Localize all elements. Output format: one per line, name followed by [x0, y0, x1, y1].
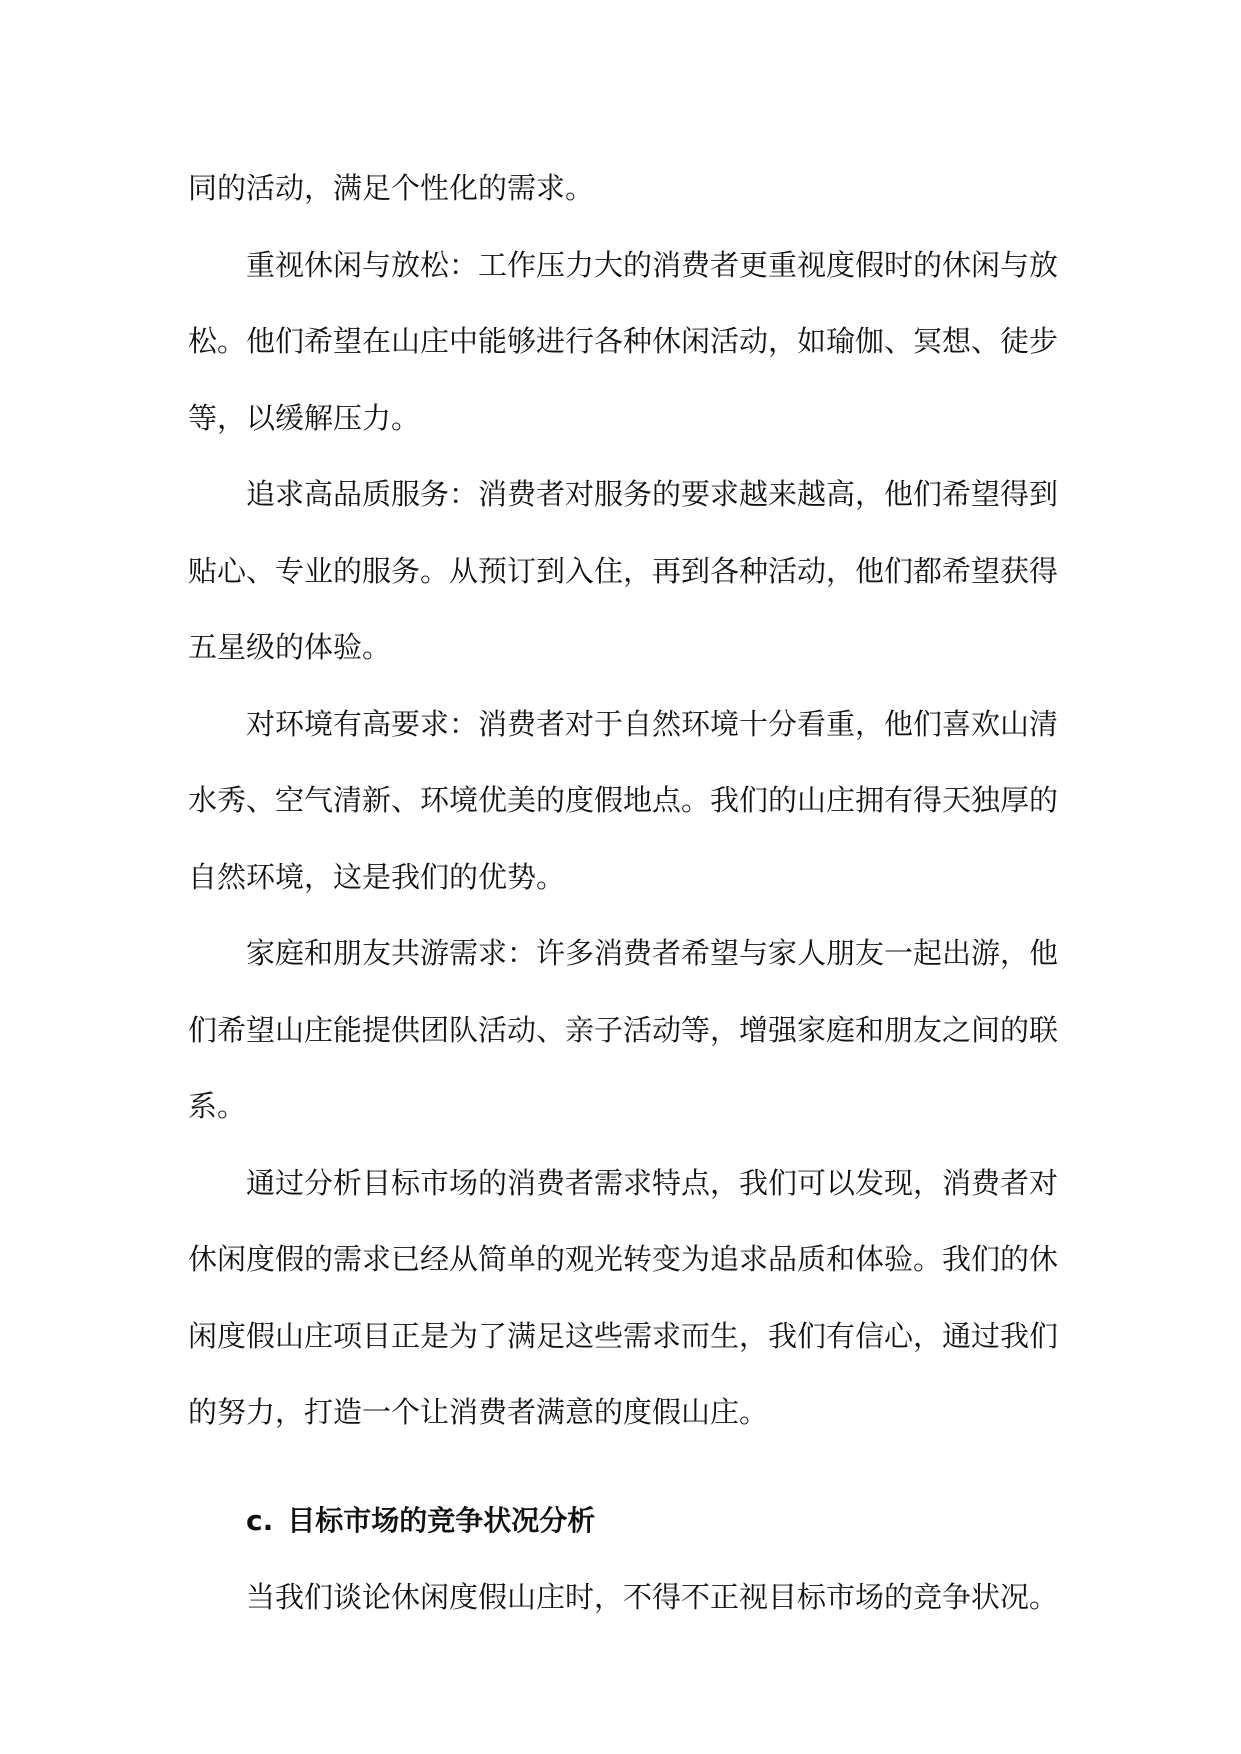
document-body	[188, 150, 1058, 1636]
paragraph-high-quality-service: 追求高品质服务：消费者对服务的要求越来越高，他们希望得到贴心、专业的服务。从预订到入住，再到各种活动，他们都希望获得五星级的体验。	[188, 477, 1059, 664]
section-heading	[188, 1483, 1058, 1560]
section-heading-label: c.	[246, 1503, 274, 1537]
paragraph-family-friends-travel: 家庭和朋友共游需求：许多消费者希望与家人朋友一起出游，他们希望山庄能提供团队活动、亲子活动等，增强家庭和朋友之间的联系。	[188, 936, 1059, 1123]
paragraph-summary: 通过分析目标市场的消费者需求特点，我们可以发现，消费者对休闲度假的需求已经从简单的观光转变为追求品质和体验。我们的休闲度假山庄项目正是为了满足这些需求而生，我们有信心，通过我们的努力，打造一个让消费者满意的度假山庄。	[188, 1165, 1059, 1429]
paragraph-environment-requirements: 对环境有高要求：消费者对于自然环境十分看重，他们喜欢山清水秀、空气清新、环境优美的度假地点。我们的山庄拥有得天独厚的自然环境，这是我们的优势。	[188, 706, 1059, 894]
paragraph-continuation: 同的活动，满足个性化的需求。	[188, 171, 595, 205]
section-heading-title: 目标市场的竞争状况分析	[287, 1503, 596, 1537]
paragraph-competition-intro: 当我们谈论休闲度假山庄时，不得不正视目标市场的竞争状况。	[246, 1580, 1059, 1614]
paragraph-leisure-relaxation: 重视休闲与放松：工作压力大的消费者更重视度假时的休闲与放松。他们希望在山庄中能够进行各种休闲活动，如瑜伽、冥想、徒步等，以缓解压力。	[188, 247, 1059, 435]
